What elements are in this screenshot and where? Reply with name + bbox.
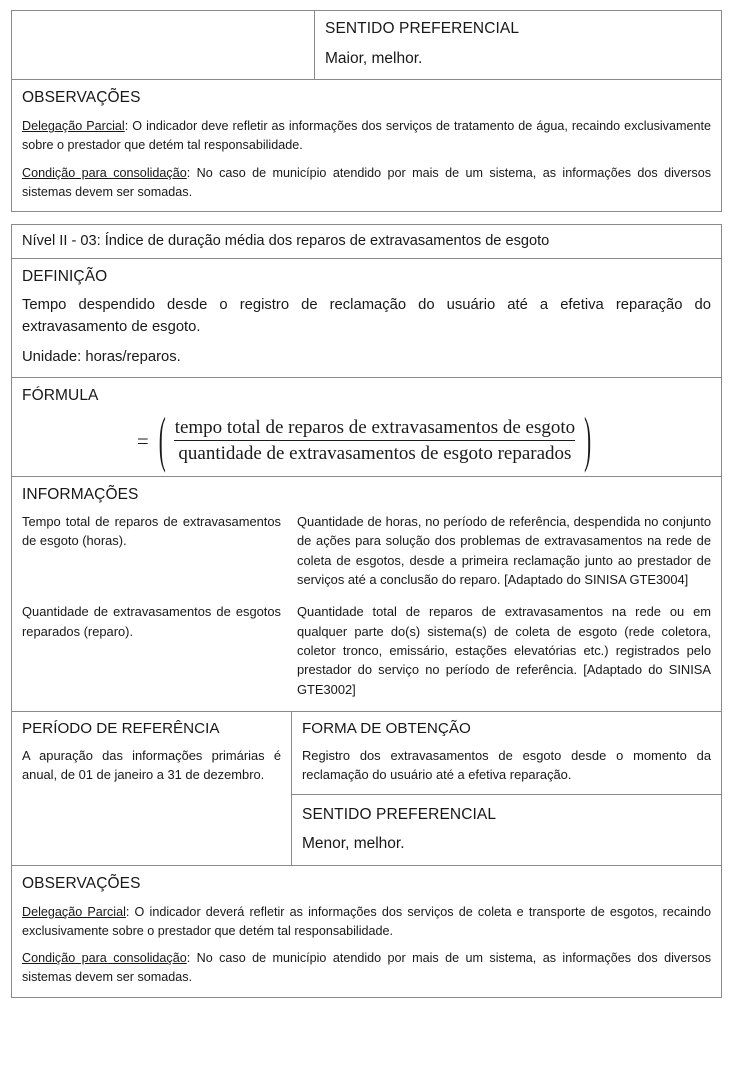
observacoes-cell-top — [12, 80, 721, 210]
definicao-row — [12, 259, 721, 377]
note-label: Condição para consolidação — [22, 951, 187, 966]
indicator-header-cell — [12, 225, 721, 258]
definicao-unit: Unidade: horas/reparos. — [22, 348, 181, 365]
informacoes-description: Quantidade total de reparos de extravasamentos na rede ou em qualquer parte do(s) sistema(s) de coleta de esgoto (rede coletora, coletor tronco, emissário, estações elevatórias etc.) registrados pelo prestador do serviço no período de referência. [Adaptado do SINISA GTE3002] — [297, 604, 711, 697]
observacao-note — [22, 164, 711, 202]
forma-sentido-stack — [292, 712, 721, 865]
note-text: : O indicador deverá refletir as informações dos serviços de coleta e transporte de esgotos, recaindo exclusivamente sobre o prestador que detém tal responsabilidade. — [22, 904, 711, 939]
definicao-cell — [12, 259, 721, 376]
observacoes-row-top — [12, 80, 721, 210]
informacoes-row — [12, 477, 721, 712]
note-text: : O indicador deve refletir as informações dos serviços de tratamento de água, recaindo exclusivamente sobre o prestador que detém tal responsabilidade. — [22, 119, 711, 153]
note-label: Delegação Parcial — [22, 904, 126, 919]
observacoes-heading-top: OBSERVAÇÕES — [22, 89, 141, 107]
formula-row — [12, 378, 721, 477]
observacao-note — [22, 949, 711, 987]
definicao-paragraph: Tempo despendido desde o registro de reclamação do usuário até a efetiva reparação do extravasamento de esgoto. — [22, 297, 711, 336]
formula-cell — [12, 378, 721, 476]
sentido-preferencial-value: Maior, melhor. — [325, 49, 423, 67]
fraction — [171, 416, 579, 465]
sentido-preferencial-heading: SENTIDO PREFERENCIAL — [325, 20, 520, 37]
paren-open-glyph: ( — [158, 404, 166, 474]
equals-sign: = — [136, 428, 149, 453]
informacoes-description: Quantidade de horas, no período de referência, despendida no conjunto de ações para solução dos problemas de extravasamentos na rede de coleta de esgotos, desde a primeira reclamação junto ao prestador de serviços até a conclusão do reparo. [Adaptado do SINISA GTE3004] — [297, 513, 711, 588]
table-separator-gap — [11, 212, 722, 224]
informacoes-term: Tempo total de reparos de extravasamentos de esgoto (horas). — [22, 513, 281, 549]
indicator-title: Nível II - 03: Índice de duração média dos reparos de extravasamentos de esgoto — [22, 232, 550, 249]
forma-obtencao-cell — [292, 712, 721, 793]
formula-expression — [22, 404, 711, 474]
paren-close-glyph: ) — [584, 404, 592, 474]
formula-heading: FÓRMULA — [22, 386, 99, 404]
note-label: Condição para consolidação — [22, 165, 187, 180]
informacoes-item — [22, 602, 711, 699]
definicao-heading: DEFINIÇÃO — [22, 268, 108, 286]
periodo-forma-row — [12, 712, 721, 866]
informacoes-term: Quantidade de extravasamentos de esgotos reparados (reparo). — [22, 604, 281, 639]
sentido-preferencial-cell — [292, 794, 721, 865]
observacoes-heading-main: OBSERVAÇÕES — [22, 875, 141, 893]
sentido-preferencial-heading: SENTIDO PREFERENCIAL — [302, 805, 497, 823]
informacoes-heading: INFORMAÇÕES — [22, 486, 139, 504]
sentido-preferencial-cell — [315, 11, 721, 79]
note-text: : No caso de município atendido por mais de um sistema, as informações dos diversos sistemas devem ser somadas. — [22, 951, 711, 985]
sentido-preferencial-value: Menor, melhor. — [302, 834, 405, 852]
indicator-table-partial-top — [11, 10, 722, 212]
observacoes-row-main — [12, 866, 721, 996]
forma-obtencao-text: Registro dos extravasamentos de esgoto desde o momento da reclamação do usuário até a efetiva reparação. — [302, 747, 711, 783]
indicator-header-row — [12, 225, 721, 259]
indicator-table-nivel-ii-03 — [11, 224, 722, 998]
fraction-numerator: tempo total de reparos de extravasamentos de esgoto — [174, 416, 576, 438]
empty-left-cell — [12, 11, 315, 79]
note-text: : No caso de município atendido por mais de um sistema, as informações dos diversos sistemas devem ser somadas. — [22, 165, 711, 199]
observacao-note — [22, 903, 711, 941]
periodo-referencia-heading: PERÍODO DE REFERÊNCIA — [22, 720, 220, 738]
forma-obtencao-heading: FORMA DE OBTENÇÃO — [302, 720, 471, 738]
preference-row — [12, 11, 721, 80]
periodo-referencia-cell — [12, 712, 292, 865]
fraction-denominator: quantidade de extravasamentos de esgoto reparados — [174, 440, 575, 465]
observacoes-cell-main — [12, 866, 721, 996]
note-label: Delegação Parcial — [22, 119, 125, 134]
informacoes-cell — [12, 477, 721, 711]
observacao-note — [22, 117, 711, 155]
informacoes-item — [22, 512, 711, 589]
periodo-referencia-text: A apuração das informações primárias é anual, de 01 de janeiro a 31 de dezembro. — [22, 747, 281, 783]
